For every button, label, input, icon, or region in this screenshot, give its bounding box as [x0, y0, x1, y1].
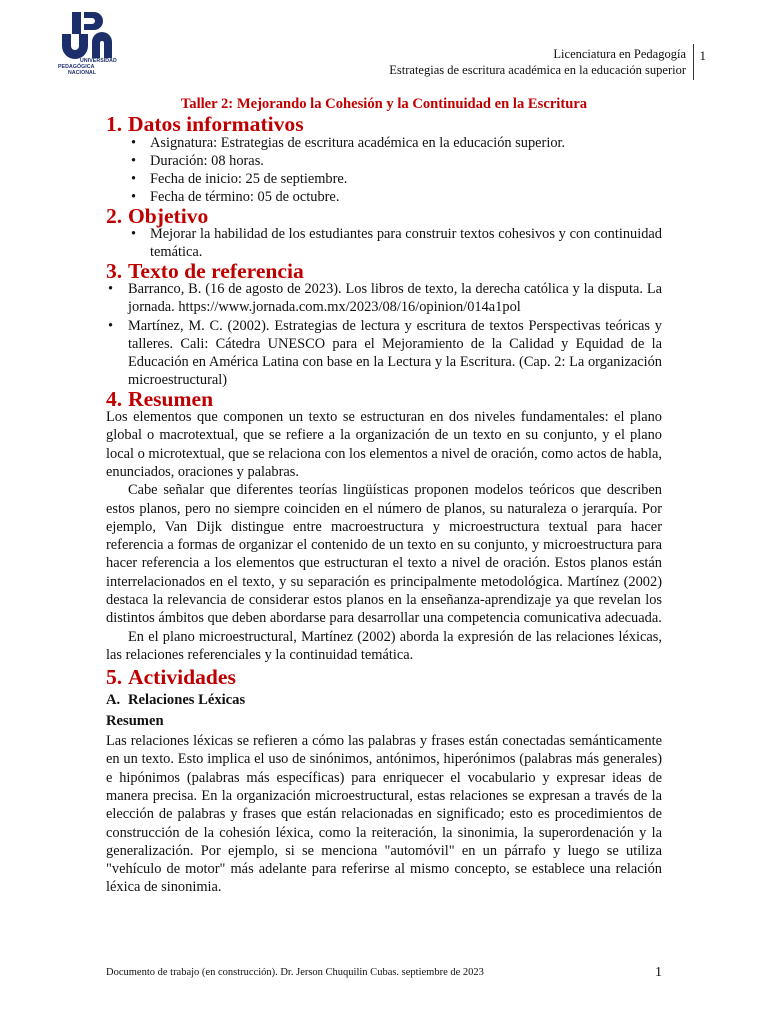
- section-heading-resumen: [106, 386, 662, 411]
- reference-item: • Martínez, M. C. (2002). Estrategias de lectura y escritura de textos Perspectivas teóricas y talleres. Cali: Cátedra UNESCO para el Mejoramiento de la Calidad y Equidad de la Educación en América Latina con base en la Lectura y la Escritura. (Cap. 2: La organización microestructural): [106, 317, 662, 390]
- paragraph: Las relaciones léxicas se refieren a cómo las palabras y frases están conectadas semánticamente en un texto. Esto implica el uso de sinónimos, antónimos, hiperónimos (palabras más generales) e hipónimos (palabras más específicas) para enriquecer el vocabulario y expresar ideas de manera precisa. En la organización microestructural, estas relaciones se expresan a través de la elección de palabras y frases que están relacionadas en significado; esto es procedimientos de construcción de la cohesión léxica, como la reiteración, la sinonimia, la superordenación y la generalización. Por ejemplo, si se menciona "automóvil" en un párrafo y luego se utiliza "vehículo de motor" más adelante para referirse al mismo concepto, se establece una relación léxica de sinonimia.: [106, 733, 662, 896]
- reference-list: [106, 280, 662, 390]
- reference-item: • Barranco, B. (16 de agosto de 2023). Los libros de texto, la derecha católica y la disputa. La jornada. https://www.jornada.com.mx/2023/08/16/opinion/014a1pol: [106, 280, 662, 317]
- footer-page-number: 1: [655, 965, 662, 980]
- document-body: [106, 95, 662, 897]
- resumen-subheading: Resumen: [106, 712, 164, 729]
- paragraph: En el plano microestructural, Martínez (2002) aborda la expresión de las relaciones léxicas, las relaciones referenciales y la continuidad temática.: [106, 628, 662, 663]
- footer-text: Documento de trabajo (en construcción). Dr. Jerson Chuquilin Cubas. septiembre de 2023: [106, 967, 484, 978]
- section-heading-datos: [106, 112, 662, 137]
- page-header: [52, 10, 716, 76]
- paragraph: Cabe señalar que diferentes teorías lingüísticas proponen modelos teóricos que describen estos planos, pero no siempre coinciden en el número de planos, su naturaleza o jerarquía. Por ejemplo, Van Dijk distingue entre macroestructura y microestructura textual para hacer referencia a formas de organizar el contenido de un texto en su conjunto, y microestructura para hacer referencia a los elementos que estructuran el texto a nivel de oración. Estos planos están interrelacionados en el texto, y su separación es principalmente metodológica. Martínez (2002) destaca la relevancia de considerar estos planos en la enseñanza-aprendizaje ya que revelan los distintos ámbitos que deben abordarse para desarrollar una competencia comunicativa adecuada.: [106, 482, 662, 627]
- subsection-title: Relaciones Léxicas: [128, 691, 246, 708]
- section-title: Objetivo: [128, 203, 209, 228]
- section-title: Actividades: [128, 665, 236, 690]
- logo-line: PEDAGÓGICA: [58, 64, 95, 70]
- datos-list: [106, 134, 662, 207]
- logo-text: [56, 58, 117, 76]
- header-course: Estrategias de escritura académica en la educación superior: [389, 63, 686, 77]
- section-number: 3.: [106, 258, 123, 283]
- section-number: 5.: [106, 665, 123, 690]
- paragraph: Los elementos que componen un texto se estructuran en dos niveles fundamentales: el plano global o macrotextual, que se refiere a la organización de un texto en su conjunto, y el plano local o microtextual, que se relaciona con los elementos a nivel de oración, como actos de habla, enunciados, oraciones y palabras.: [106, 409, 662, 480]
- section-heading-referencia: [106, 258, 662, 283]
- objetivo-list: [106, 225, 662, 262]
- section-number: 1.: [106, 112, 123, 137]
- section-title: Resumen: [128, 386, 214, 411]
- list-item: • Asignatura: Estrategias de escritura académica en la educación superior.: [106, 134, 662, 152]
- header-page-number: 1: [699, 48, 706, 63]
- section-number: 4.: [106, 386, 123, 411]
- subsection-letter: A.: [106, 691, 121, 708]
- subsection-heading: [106, 691, 662, 709]
- logo-line: NACIONAL: [68, 70, 97, 76]
- header-program: Licenciatura en Pedagogía: [553, 47, 686, 61]
- logo-line: UNIVERSIDAD: [80, 58, 117, 64]
- list-item: • Fecha de inicio: 25 de septiembre.: [106, 170, 662, 188]
- list-item: • Duración: 08 horas.: [106, 152, 662, 170]
- list-item: • Mejorar la habilidad de los estudiantes para construir textos cohesivos y con continuidad temática.: [106, 225, 662, 262]
- section-title: Texto de referencia: [128, 258, 304, 283]
- page-footer: [106, 967, 662, 978]
- list-item: • Fecha de término: 05 de octubre.: [106, 188, 662, 206]
- upn-logo: [56, 10, 126, 76]
- section-heading-objetivo: [106, 203, 662, 228]
- section-title: Datos informativos: [128, 112, 304, 137]
- header-text: [389, 46, 686, 78]
- upn-logo-mark: [56, 10, 126, 60]
- document-title: Taller 2: Mejorando la Cohesión y la Continuidad en la Escritura: [180, 96, 588, 112]
- section-heading-actividades: [106, 665, 662, 690]
- section-number: 2.: [106, 203, 123, 228]
- header-divider: [693, 44, 694, 80]
